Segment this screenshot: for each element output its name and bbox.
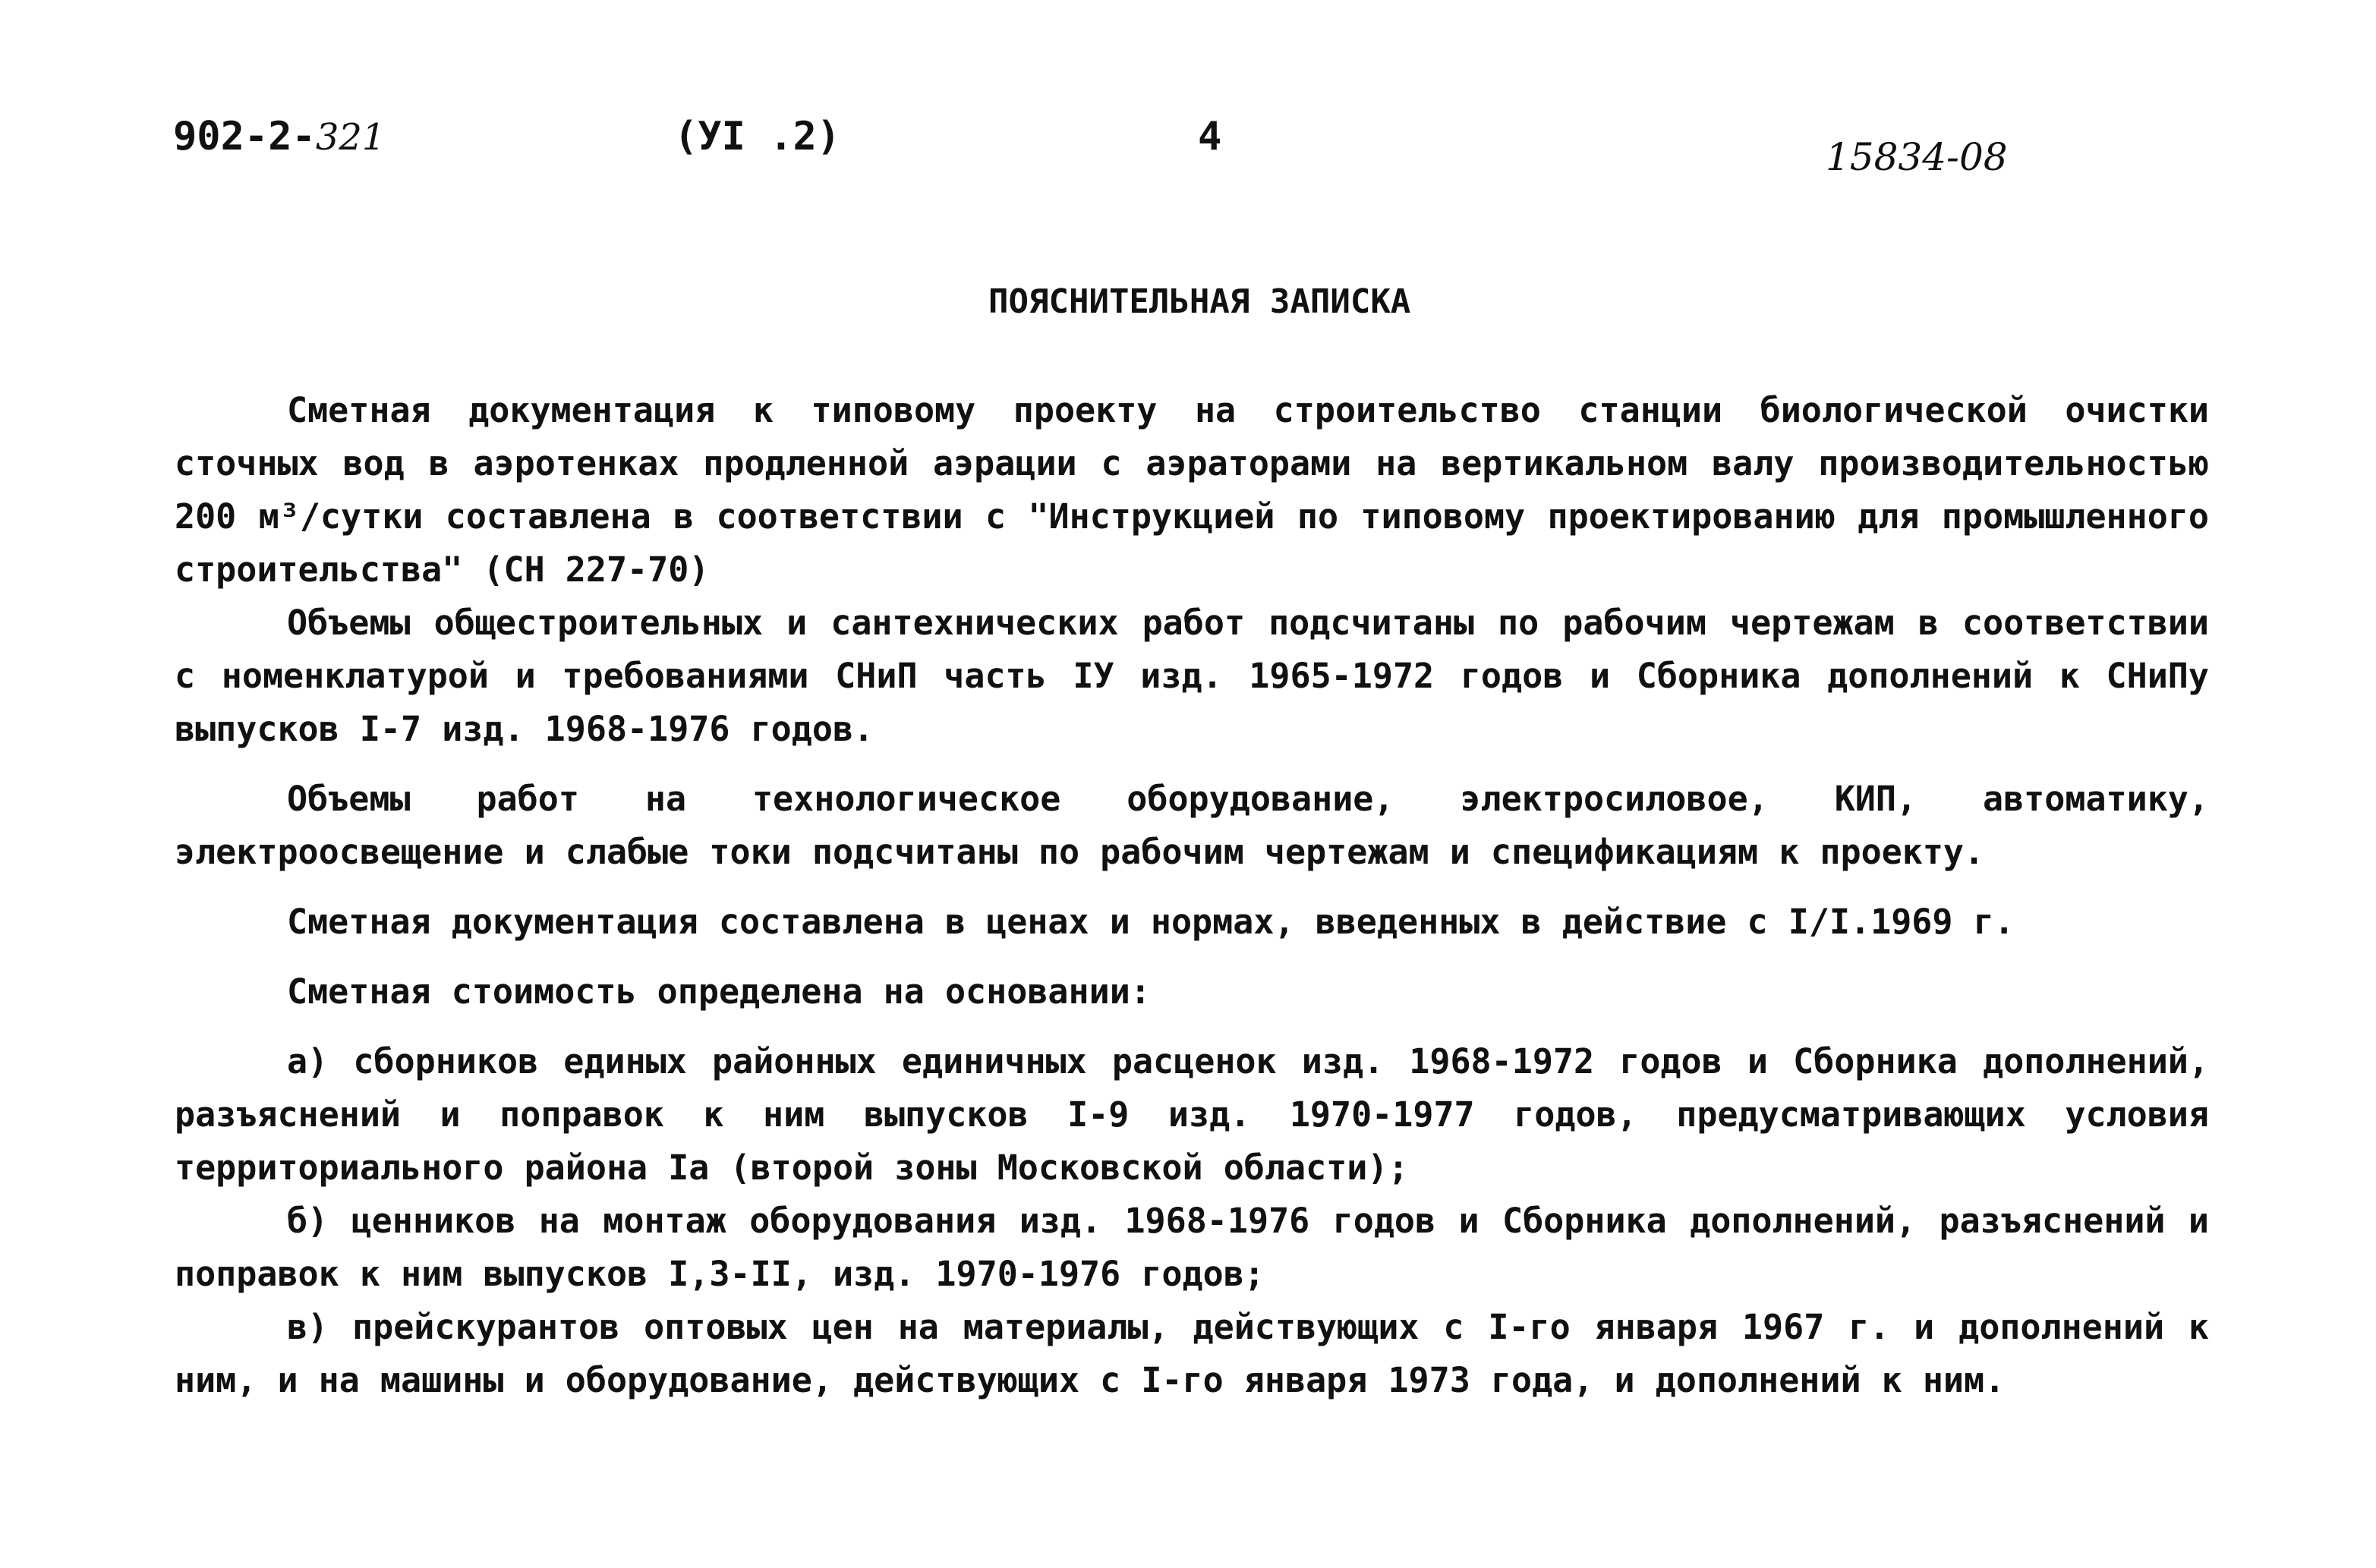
document-code (173, 114, 385, 159)
paragraph-1: Сметная документация к типовому проекту на строительство станции биологической очистки сточных вод в аэротенках продленной аэрации с аэраторами на вертикальном валу производительностью 200 м³/сутки составлена в соответствии с "Инструкцией по типовому проектированию для промышленного строительства" (СН 227-70) (175, 390, 2209, 590)
document-body (175, 384, 2209, 1407)
paragraph-4: Сметная документация составлена в ценах и нормах, введенных в действие с I/I.1969 г. (287, 902, 2015, 942)
paragraph-3: Объемы работ на технологическое оборудование, электросиловое, КИП, автоматику, электроосвещение и слабые токи подсчитаны по рабочим чертежам и спецификациям к проекту. (175, 779, 2209, 872)
paragraph-2: Объемы общестроительных и сантехнических работ подсчитаны по рабочим чертежам в соответствии с номенклатурой и требованиями СНиП часть IУ изд. 1965-1972 годов и Сборника дополнений к СНиПу выпусков I-7 изд. 1968-1976 годов. (175, 603, 2209, 749)
list-item-b: б) ценников на монтаж оборудования изд. 1968-1976 годов и Сборника дополнений, разъяснений и поправок к ним выпусков I,3-II, изд. 1970-1976 годов; (175, 1201, 2209, 1294)
document-code-suffix: 321 (315, 116, 386, 159)
issue-number: (УI .2) (674, 114, 841, 159)
paragraph-5: Сметная стоимость определена на основании: (287, 971, 1151, 1012)
inventory-number: 15834-08 (1826, 135, 2008, 179)
list-item-c: в) прейскурантов оптовых цен на материалы, действующих с I-го января 1967 г. и дополнений к ним, и на машины и оборудование, действующих с I-го января 1973 года, и дополнений к ним. (175, 1307, 2209, 1400)
page-number: 4 (1198, 114, 1222, 159)
document-title: ПОЯСНИТЕЛЬНАЯ ЗАПИСКА (988, 282, 1411, 321)
document-code-prefix: 902-2- (173, 114, 316, 159)
list-item-a: а) сборников единых районных единичных расценок изд. 1968-1972 годов и Сборника дополнений, разъяснений и поправок к ним выпусков I-9 изд. 1970-1977 годов, предусматривающих условия территориального района Iа (второй зоны Московской области); (175, 1041, 2209, 1188)
